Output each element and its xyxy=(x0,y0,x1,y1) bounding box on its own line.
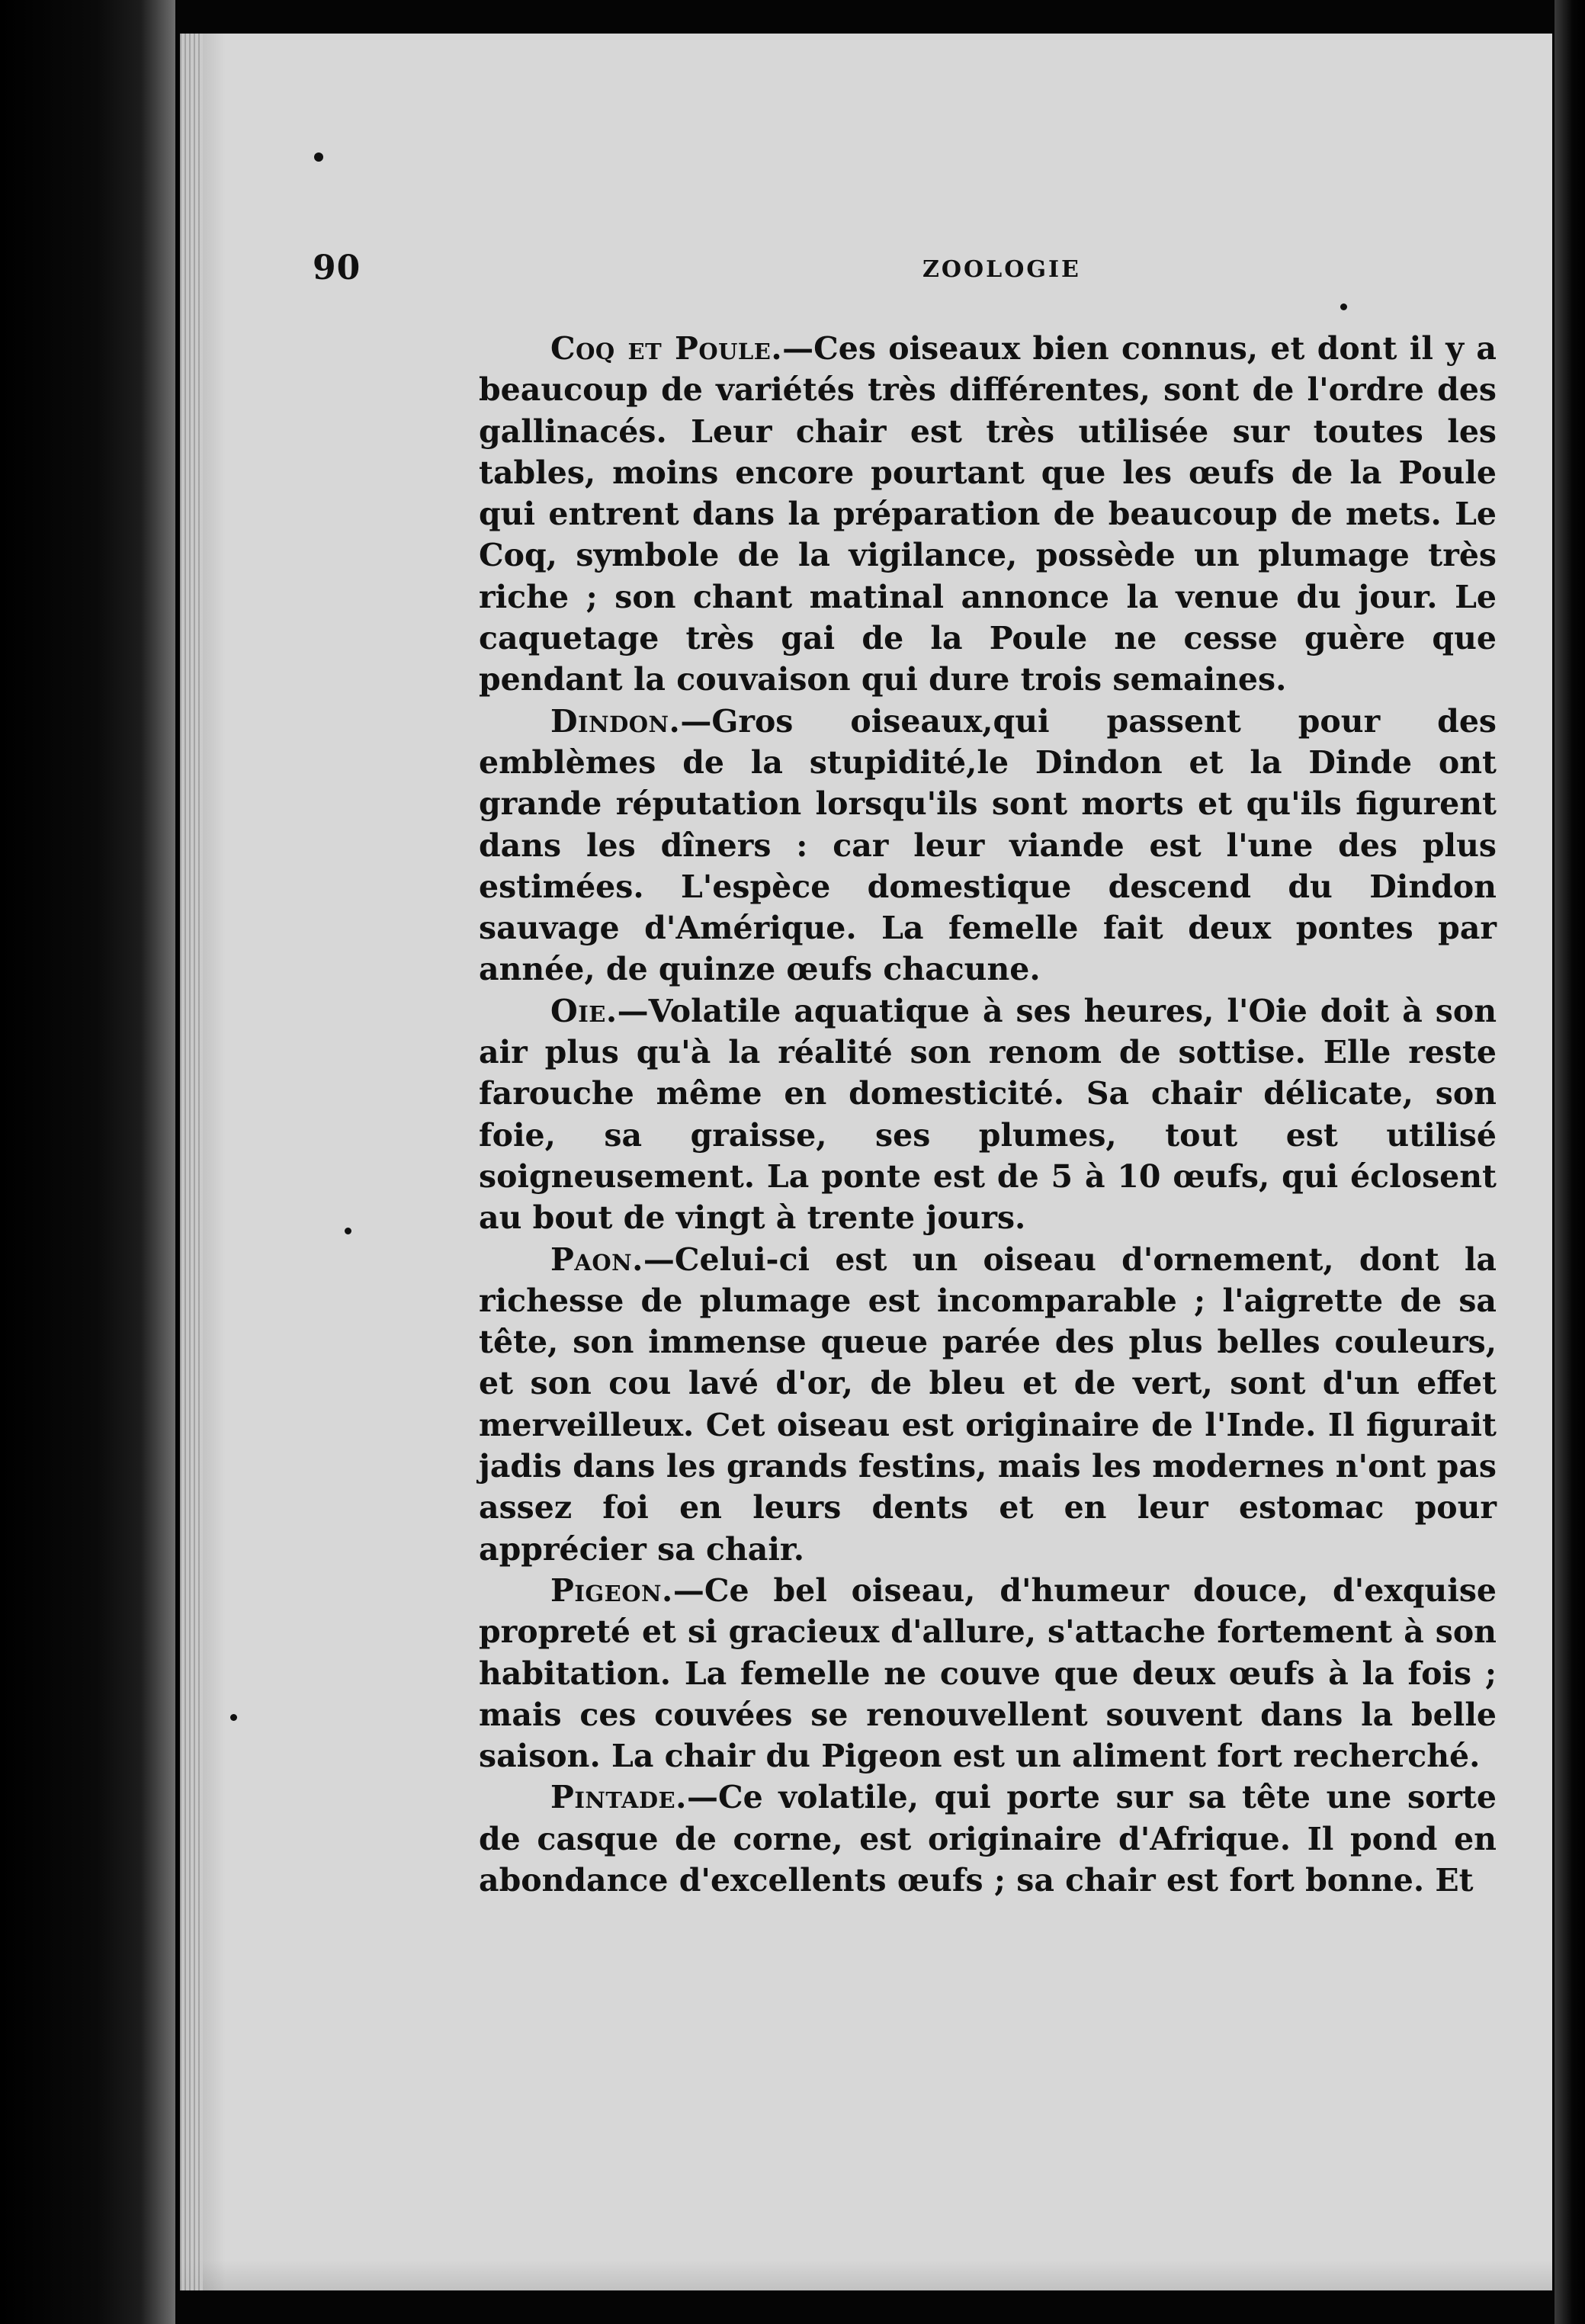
entry-heading: Pigeon. xyxy=(550,1571,673,1609)
page-header xyxy=(313,249,1532,294)
entry-body: —Ce volatile, qui porte sur sa tête une sorte de casque de corne, est originaire d'Afrique. Il pond en abondance d'excellents œufs ; sa chair est fort bonne. Et xyxy=(479,1779,1497,1899)
entry-paragraph xyxy=(479,328,1497,701)
entry-body: —Celui-ci est un oiseau d'ornement, dont la richesse de plumage est incomparable ; l'aigrette de sa tête, son immense queue parée des plus belles couleurs, et son cou lavé d'or, de bleu et de vert, sont d'un effet merveilleux. Cet oiseau est originaire de l'Inde. Il figurait jadis dans les grands festins, mais les modernes n'ont pas assez foi en leurs dents et en leur estomac pour apprécier sa chair. xyxy=(479,1241,1497,1568)
page-number: 90 xyxy=(313,249,361,287)
film-edge-right xyxy=(1555,0,1585,2324)
entry-heading: Pintade. xyxy=(550,1779,687,1816)
entry-body: —Ces oiseaux bien connus, et dont il y a beaucoup de variétés très différentes, sont de l'ordre des gallinacés. Leur chair est très utilisée sur toutes les tables, moins encore pourtant que les œufs de la Poule qui entrent dans la préparation de beaucoup de mets. Le Coq, symbole de la vigilance, possède un plumage très riche ; son chant matinal annonce la venue du jour. Le caquetage très gai de la Poule ne cesse guère que pendant la couvaison qui dure trois semaines. xyxy=(479,330,1497,698)
entry-heading: Coq et Poule. xyxy=(550,330,783,367)
entry-heading: Dindon. xyxy=(550,702,681,740)
entry-paragraph xyxy=(479,1570,1497,1777)
entry-heading: Oie. xyxy=(550,992,618,1029)
dust-speck xyxy=(1340,303,1347,310)
entry-paragraph xyxy=(479,990,1497,1239)
dust-speck xyxy=(314,152,323,162)
entry-paragraph xyxy=(479,701,1497,990)
entry-paragraph xyxy=(479,1777,1497,1901)
dust-speck xyxy=(230,1714,237,1721)
entry-paragraph xyxy=(479,1239,1497,1570)
dust-speck xyxy=(345,1228,351,1234)
running-head: ZOOLOGIE xyxy=(922,256,1081,283)
film-edge-left xyxy=(0,0,175,2324)
page-binding-edge xyxy=(180,34,203,2290)
body-text xyxy=(479,328,1497,1901)
entry-heading: Paon. xyxy=(550,1241,643,1278)
entry-body: —Volatile aquatique à ses heures, l'Oie doit à son air plus qu'à la réalité son renom de sottise. Elle reste farouche même en domesticité. Sa chair délicate, son foie, sa graisse, ses plumes, tout est utilisé soigneusement. La ponte est de 5 à 10 œufs, qui éclosent au bout de vingt à trente jours. xyxy=(479,992,1497,1237)
entry-body: —Gros oiseaux,qui passent pour des emblèmes de la stupidité,le Dindon et la Dinde ont grande réputation lorsqu'ils sont morts et qu'ils figurent dans les dîners : car leur viande est l'une des plus estimées. L'espèce domestique descend du Dindon sauvage d'Amérique. La femelle fait deux pontes par année, de quinze œufs chacune. xyxy=(479,702,1497,988)
entry-body: —Ce bel oiseau, d'humeur douce, d'exquise propreté et si gracieux d'allure, s'attache fortement à son habitation. La femelle ne couve que deux œufs à la fois ; mais ces couvées se renouvellent souvent dans la belle saison. La chair du Pigeon est un aliment fort recherché. xyxy=(479,1571,1497,1775)
